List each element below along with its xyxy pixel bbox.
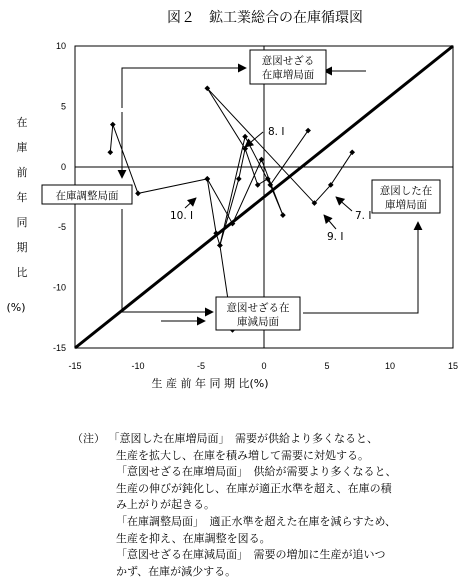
box-intended-increase <box>372 180 440 213</box>
data-point <box>242 134 248 140</box>
leader-7 <box>336 197 352 211</box>
data-point <box>255 182 261 188</box>
note-line: 「意図せざる在庫増局面」 供給が需要より多くなると、 <box>116 465 397 479</box>
y-tick-label: -15 <box>52 343 66 353</box>
box-text: 在庫調整局面 <box>55 190 119 202</box>
box-text: 意図せざる <box>261 55 315 67</box>
x-tick-label: 10 <box>384 361 396 371</box>
note-line: み上がりが起きる。 <box>116 498 215 512</box>
box-text: 意図した在 <box>379 185 433 197</box>
box-text: 在庫増局面 <box>261 69 315 81</box>
arrow-bottom <box>122 209 213 312</box>
x-tick-label: -10 <box>131 361 145 371</box>
point-label-8: 8. I <box>268 126 285 138</box>
x-tick-label: -15 <box>68 361 82 371</box>
note-line: 生産を拡大し、在庫を積み増して需要に対処する。 <box>116 448 369 462</box>
point-label-7: 7. I <box>355 210 372 222</box>
y-axis-label-char: 比 <box>16 266 28 279</box>
data-point <box>135 191 141 197</box>
notes <box>72 431 462 580</box>
box-text: 庫増局面 <box>385 199 427 211</box>
point-label-10: 10. I <box>170 210 194 222</box>
y-tick-label: -10 <box>52 282 66 293</box>
box-unintended-increase <box>250 50 326 84</box>
box-text: 庫減局面 <box>237 316 279 328</box>
data-point <box>259 157 265 163</box>
x-tick-label: -5 <box>196 361 206 371</box>
leader-9 <box>324 215 336 229</box>
note-line: （注） 「意図した在庫増局面」 需要が供給より多くなると、 <box>72 432 378 445</box>
note-line: かず、在庫が減少する。 <box>116 564 237 578</box>
box-unintended-decrease <box>216 297 300 330</box>
y-axis-label-char: 年 <box>16 191 28 204</box>
y-axis-label-char: 期 <box>16 241 28 254</box>
y-axis-label-char: 前 <box>16 166 28 179</box>
y-tick-label: -5 <box>57 222 66 233</box>
box-text: 意図せざる在 <box>226 302 290 314</box>
data-point <box>110 122 116 128</box>
arrow-right <box>303 222 418 313</box>
data-point <box>217 242 223 248</box>
x-tick-label: 15 <box>447 361 459 371</box>
box-inventory-adjustment <box>42 185 132 204</box>
point-label-9: 9. I <box>327 231 344 243</box>
y-axis-label-char: 同 <box>16 216 28 229</box>
x-tick-label: 5 <box>324 361 330 371</box>
y-tick-label: 5 <box>60 101 66 112</box>
leader-10 <box>185 198 196 208</box>
data-point <box>236 176 242 182</box>
note-line: 生産を抑え、在庫調整を図る。 <box>116 531 271 545</box>
note-line: 「意図せざる在庫減局面」 需要の増加に生産が追いつ <box>116 548 386 562</box>
y-tick-label: 0 <box>60 161 66 172</box>
y-tick-label: 10 <box>55 41 66 51</box>
chart-title: 図２ 鉱工業総合の在庫循環図 <box>167 10 363 26</box>
data-point <box>349 149 355 155</box>
data-series <box>107 85 355 332</box>
note-line: 「在庫調整局面」 適正水準を超えた在庫を減らすため、 <box>116 514 397 528</box>
x-tick-labels <box>68 361 458 371</box>
data-point <box>280 212 286 218</box>
y-axis-label-char: 在 <box>16 116 28 129</box>
note-line: 生産の伸びが鈍化し、在庫が適正水準を超え、在庫の積 <box>116 481 392 495</box>
data-point <box>107 149 113 155</box>
y-axis-label-char: 庫 <box>16 141 28 154</box>
arrow-top <box>122 68 246 108</box>
x-axis-label: 生 産 前 年 同 期 比(%) <box>151 377 269 390</box>
y-axis-label <box>6 115 27 314</box>
x-tick-label: 0 <box>261 361 267 371</box>
data-point <box>204 176 210 182</box>
y-axis-label-char: (%) <box>6 301 26 314</box>
